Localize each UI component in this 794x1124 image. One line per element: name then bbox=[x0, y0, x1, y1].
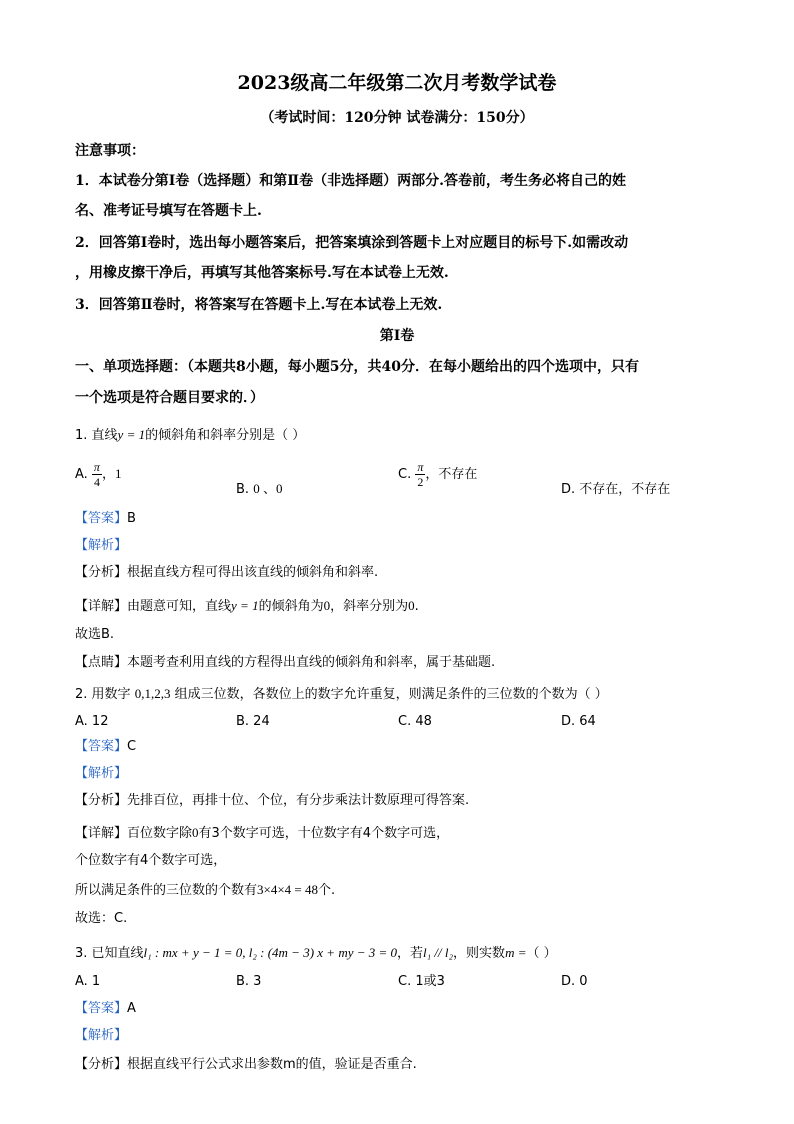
question-3: 3. 已知直线l₁ : mx + y − 1 = 0, l₂ : (4m − 3) x + my − 3 = 0，若l₁ // l₂，则实数m =（ ） bbox=[75, 945, 557, 961]
q1-dianjing: 【点睛】本题考查利用直线的方程得出直线的倾斜角和斜率，属于基础题. bbox=[75, 655, 496, 670]
section-heading: 第Ⅰ卷 bbox=[379, 328, 415, 344]
page-title: 2023级高二年级第二次月考数学试卷 bbox=[237, 72, 557, 94]
q1-option-c: C. $\frac{\pi}{2}$ ，不存在 bbox=[398, 460, 478, 489]
q3-option-a: A. 1 bbox=[75, 974, 101, 989]
q1-analysis-tag: 【解析】 bbox=[75, 538, 128, 553]
q2-line-2: 个位数字有4个数字可选， bbox=[75, 853, 227, 868]
q1-equation: y = 1 bbox=[117, 427, 146, 442]
q1-xiangjie: 【详解】由题意可知，直线y = 1的倾斜角为0，斜率分别为0. bbox=[75, 598, 419, 614]
q1-option-a: A. $\frac{\pi}{4}$ ，1 bbox=[75, 460, 122, 489]
q2-choose: 故选：C. bbox=[75, 911, 128, 926]
q3-answer: 【答案】A bbox=[75, 1001, 136, 1016]
q2-xiangjie: 【详解】百位数字除0有3个数字可选，十位数字有4个数字可选， bbox=[75, 825, 450, 841]
q1-answer: 【答案】B bbox=[75, 511, 136, 526]
q1-option-d: D. 不存在，不存在 bbox=[561, 482, 671, 497]
notes-heading: 注意事项： bbox=[75, 143, 145, 159]
q1-suffix: 的倾斜角和斜率分别是（ ） bbox=[145, 428, 306, 443]
q1-option-a-fraction: $\frac{\pi}{4}$ bbox=[93, 460, 100, 489]
q2-answer: 【答案】C bbox=[75, 739, 137, 754]
q1-choose: 故选B. bbox=[75, 627, 115, 642]
q2-option-a: A. 12 bbox=[75, 714, 109, 729]
q2-line-3: 所以满足条件的三位数的个数有3×4×4 = 48个. bbox=[75, 882, 336, 898]
q2-option-c: C. 48 bbox=[398, 714, 432, 729]
q1-option-b: B. 0 、0 bbox=[236, 481, 283, 497]
q1-option-c-fraction: $\frac{\pi}{2}$ bbox=[417, 460, 424, 489]
q2-fenxi: 【分析】先排百位，再排十位、个位，有分步乘法计数原理可得答案. bbox=[75, 793, 470, 808]
q3-fenxi: 【分析】根据直线平行公式求出参数m的值，验证是否重合. bbox=[75, 1057, 417, 1072]
q2-option-d: D. 64 bbox=[561, 714, 596, 729]
q3-option-d: D. 0 bbox=[561, 974, 588, 989]
q3-analysis-tag: 【解析】 bbox=[75, 1028, 128, 1043]
note-1b: 名、准考证号填写在答题卡上. bbox=[75, 203, 262, 219]
note-2a: 2．回答第Ⅰ卷时，选出每小题答案后，把答案填涂到答题卡上对应题目的标号下.如需改动 bbox=[75, 235, 629, 251]
part-heading-1: 一、单项选择题：（本题共8小题，每小题5分，共40分．在每小题给出的四个选项中，只有 bbox=[75, 359, 639, 375]
q1-fenxi: 【分析】根据直线方程可得出该直线的倾斜角和斜率. bbox=[75, 565, 379, 580]
q3-option-c: C. 1或3 bbox=[398, 974, 445, 989]
question-2: 2. 用数字 0,1,2,3 组成三位数，各数位上的数字允许重复，则满足条件的三位数的个数为（ ） bbox=[75, 686, 608, 702]
q3-option-b: B. 3 bbox=[236, 974, 262, 989]
exam-subtitle: （考试时间：120分钟 试卷满分：150分） bbox=[260, 110, 534, 126]
note-3: 3．回答第Ⅱ卷时，将答案写在答题卡上.写在本试卷上无效. bbox=[75, 297, 443, 313]
q1-prefix: 1. 直线 bbox=[75, 428, 118, 443]
q2-option-b: B. 24 bbox=[236, 714, 270, 729]
q2-analysis-tag: 【解析】 bbox=[75, 766, 128, 781]
part-heading-2: 一个选项是符合题目要求的．） bbox=[75, 390, 264, 406]
question-1 bbox=[75, 425, 305, 446]
note-1a: 1．本试卷分第Ⅰ卷（选择题）和第Ⅱ卷（非选择题）两部分.答卷前，考生务必将自己的姓 bbox=[75, 173, 626, 189]
note-2b: ，用橡皮擦干净后，再填写其他答案标号.写在本试卷上无效. bbox=[75, 265, 449, 281]
